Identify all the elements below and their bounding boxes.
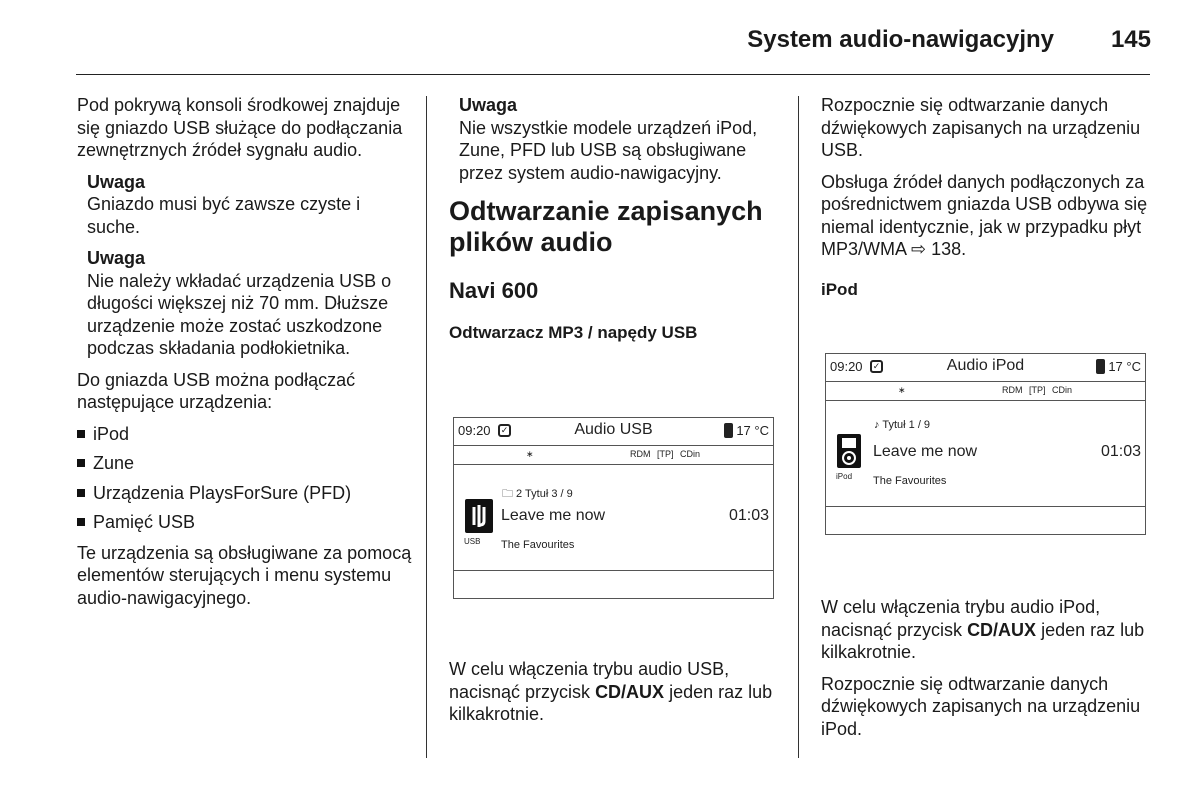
ipod-icon <box>837 434 861 468</box>
column-divider-2 <box>798 96 799 758</box>
column-divider-1 <box>426 96 427 758</box>
thermometer-icon <box>1096 359 1105 374</box>
song-duration: 01:03 <box>728 507 769 524</box>
model-heading: Navi 600 <box>449 278 539 303</box>
song-duration: 01:03 <box>1100 443 1141 460</box>
usb-instruction: W celu włączenia trybu audio USB, nacisnąć przycisk CD/AUX jeden raz lub kilkakrotnie. <box>449 659 773 724</box>
bullet-icon <box>77 489 85 497</box>
audio-ipod-screen <box>825 353 1146 535</box>
note-text: Nie należy wkładać urządzenia USB o długości większej niż 70 mm. Dłuższe urządzenie może zostać uszkodzone podczas składania podłokietnika. <box>87 270 392 358</box>
screen-temperature: 17 °C <box>1096 359 1141 374</box>
column-1 <box>77 94 412 618</box>
usb-playback-paragraph: Rozpocznie się odtwarzanie danych dźwiękowych zapisanych na urządzeniu USB. <box>821 95 1141 160</box>
screen-modes: RDM [TP] CDin <box>1002 385 1073 395</box>
screen-title: Audio iPod <box>946 357 1025 374</box>
screen-title: Audio USB <box>574 421 653 438</box>
closing-paragraph: Te urządzenia są obsługiwane za pomocą elementów sterujących i menu systemu audio-nawigacyjnego. <box>77 542 412 608</box>
running-header-title: System audio-nawigacyjny <box>747 26 1054 53</box>
screen-time: 09:20 <box>830 359 863 374</box>
note-length <box>87 247 412 360</box>
screen-time: 09:20 <box>458 423 491 438</box>
ipod-heading: iPod <box>821 279 858 299</box>
usb-icon <box>465 499 493 533</box>
usb-operation-paragraph: Obsługa źródeł danych podłączonych za pośrednictwem gniazda USB odbywa się niemal identycznie, jak w przypadku płyt MP3/WMA ⇨ 138. <box>821 171 1148 259</box>
note-heading: Uwaga <box>459 95 518 115</box>
note-heading: Uwaga <box>87 248 146 268</box>
note-text: Gniazdo musi być zawsze czyste i suche. <box>87 194 361 237</box>
note-text: Nie wszystkie modele urządzeń iPod, Zune, PFD lub USB są obsługiwane przez system audio-nawigacyjny. <box>459 117 758 183</box>
cd-aux-button-label: CD/AUX <box>595 681 665 702</box>
note-compatibility <box>459 94 779 184</box>
column-2 <box>449 94 779 358</box>
song-title: Leave me now <box>501 507 606 524</box>
screen-bottom-bar <box>826 506 1145 507</box>
list-item: Urządzenia PlaysForSure (PFD) <box>77 482 412 505</box>
screen-temperature: 17 °C <box>724 423 769 438</box>
device-list <box>77 423 412 534</box>
screen-modes: RDM [TP] CDin <box>630 449 701 459</box>
source-label: iPod <box>836 472 853 481</box>
track-info: 🗀 2 Tytuł 3 / 9 <box>502 488 573 500</box>
ipod-instructions: W celu włączenia trybu audio iPod, nacisnąć przycisk CD/AUX jeden raz lub kilkakrotnie. Rozpocznie się odtwarzanie danych dźwiękowych zapisanych na urządzeniu iPod. <box>821 596 1153 749</box>
header-rule <box>76 74 1150 75</box>
bluetooth-icon: ∗ <box>526 449 534 459</box>
cd-aux-button-label: CD/AUX <box>967 619 1037 640</box>
screen-bottom-bar <box>454 570 773 571</box>
page-number: 145 <box>1110 26 1151 53</box>
subsection-heading: Odtwarzacz MP3 / napędy USB <box>449 323 698 342</box>
list-item: iPod <box>77 423 412 446</box>
ipod-playback-paragraph: Rozpocznie się odtwarzanie danych dźwiękowych zapisanych na urządzeniu iPod. <box>821 673 1141 739</box>
artist-name: The Favourites <box>873 475 947 487</box>
bullet-icon <box>77 459 85 467</box>
intro-paragraph: Pod pokrywą konsoli środkowej znajduje się gniazdo USB służące do podłączania zewnętrznych źródeł sygnału audio. <box>77 95 403 160</box>
devices-intro: Do gniazda USB można podłączać następujące urządzenia: <box>77 369 356 412</box>
clock-icon: ✓ <box>870 360 883 373</box>
thermometer-icon <box>724 423 733 438</box>
clock-icon: ✓ <box>498 424 511 437</box>
list-item: Pamięć USB <box>77 511 412 534</box>
screen-status-bar <box>454 418 773 446</box>
list-item: Zune <box>77 452 412 475</box>
audio-usb-screen <box>453 417 774 599</box>
section-title: Odtwarzanie zapisanych plików audio <box>449 196 763 257</box>
screen-mode-bar <box>826 382 1145 401</box>
song-title: Leave me now <box>873 443 978 460</box>
artist-name: The Favourites <box>501 539 575 551</box>
screen-mode-bar <box>454 446 773 465</box>
note-heading: Uwaga <box>87 171 146 192</box>
screen-status-bar <box>826 354 1145 382</box>
track-info: ♪ Tytuł 1 / 9 <box>874 419 931 431</box>
note-cleanliness <box>87 171 412 239</box>
column-3 <box>821 94 1153 315</box>
bullet-icon <box>77 430 85 438</box>
bluetooth-icon: ∗ <box>898 385 906 395</box>
source-label: USB <box>464 537 481 546</box>
bullet-icon <box>77 518 85 526</box>
